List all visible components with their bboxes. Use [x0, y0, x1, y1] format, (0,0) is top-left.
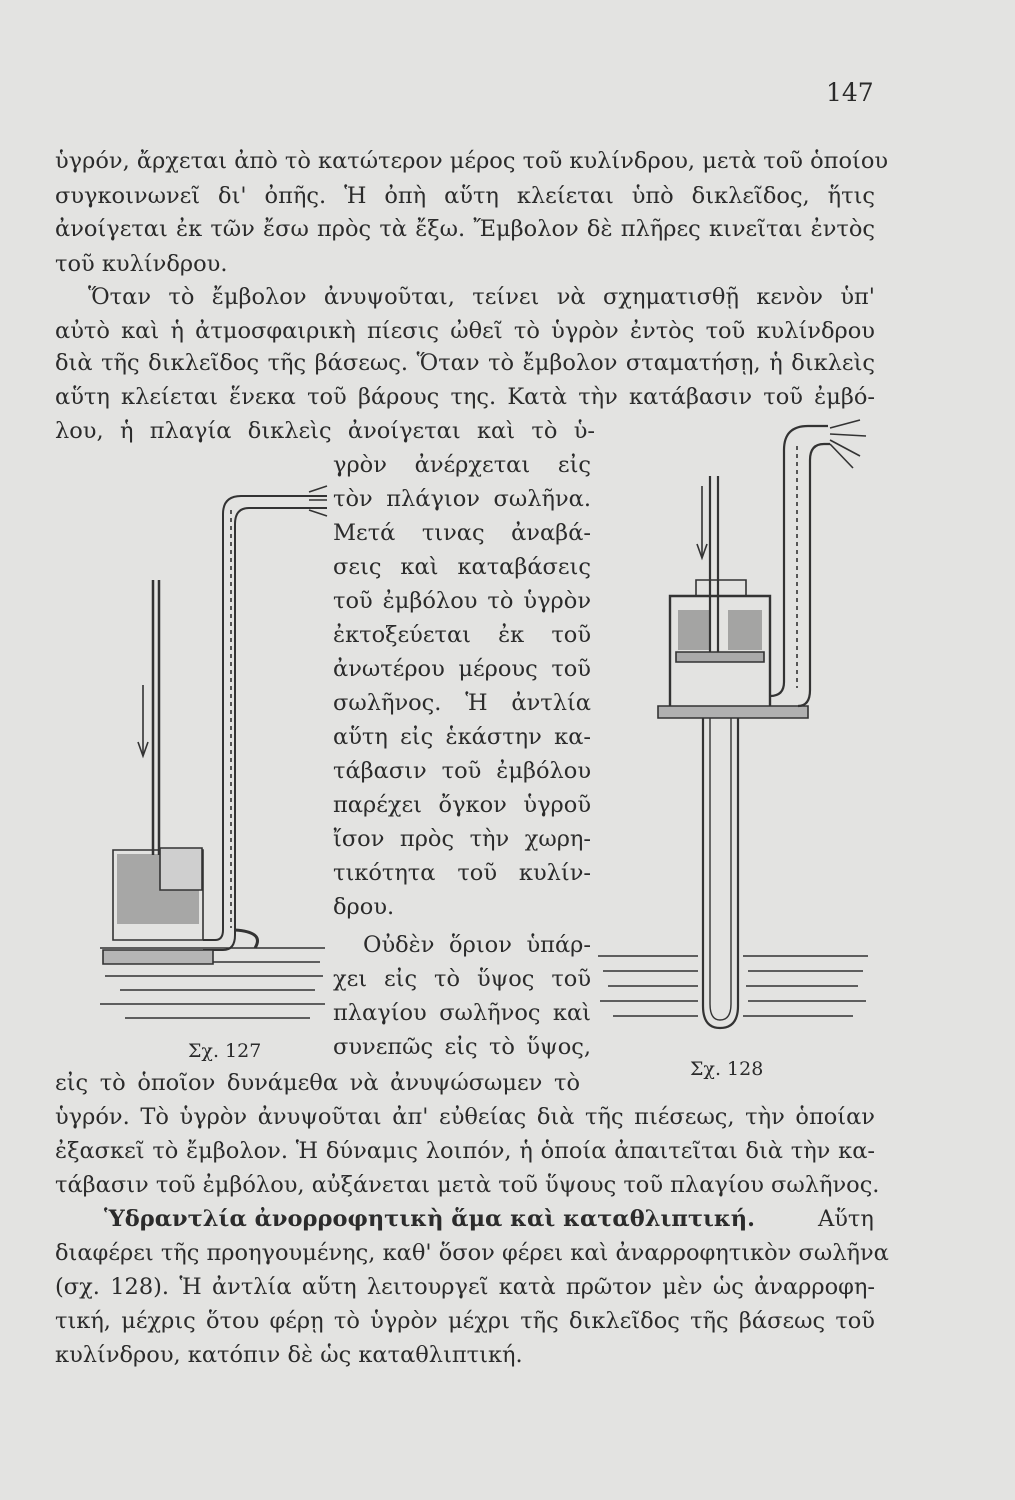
column-line-5: τοῦ ἐμβόλου τὸ ὑγρὸν [333, 588, 591, 614]
column-line-4: σεις καὶ καταβάσεις [333, 554, 591, 580]
figure-128-pump-illustration [598, 416, 883, 1046]
column-line-9: αὕτη εἰς ἑκάστην κα- [333, 724, 591, 750]
column-line-12: ἴσον πρὸς τὴν χωρη- [333, 826, 591, 852]
bottom-line-2: ἐξασκεῖ τὸ ἔμβολον. Ἡ δύναμις λοιπόν, ἡ ὁποία ἀπαιτεῖται διὰ τὴν κα- [55, 1138, 875, 1164]
section-line-4: τική, μέχρις ὅτου φέρῃ τὸ ὑγρὸν μέχρι τῆς δικλεῖδος τῆς βάσεως τοῦ [55, 1308, 875, 1334]
page-number: 147 [826, 78, 874, 107]
column-line-13: τικότητα τοῦ κυλίν- [333, 860, 591, 886]
figure-127-caption: Σχ. 127 [188, 1040, 262, 1062]
text-line-3: ἀνοίγεται ἐκ τῶν ἔσω πρὸς τὰ ἔξω. Ἔμβολον δὲ πλῆρες κινεῖται ἐντὸς [55, 216, 875, 242]
bottom-line-1: ὑγρόν. Τὸ ὑγρὸν ἀνυψοῦται ἀπ' εὐθείας διὰ τῆς πιέσεως, τὴν ὁποίαν [55, 1104, 875, 1130]
column-line-14: δρου. [333, 894, 395, 920]
text-line-9: λου, ἡ πλαγία δικλεὶς ἀνοίγεται καὶ τὸ ὑ- [55, 418, 595, 444]
column-line-2: τὸν πλάγιον σωλῆνα. [333, 486, 591, 512]
column-line-17: πλαγίου σωλῆνος καὶ [333, 1000, 591, 1026]
section-line-2: διαφέρει τῆς προηγουμένης, καθ' ὅσον φέρει καὶ ἀναρροφητικὸν σωλῆνα [55, 1240, 889, 1266]
section-line-5: κυλίνδρου, κατόπιν δὲ ὡς καταθλιπτική. [55, 1342, 523, 1368]
column-line-7: ἀνωτέρου μέρους τοῦ [333, 656, 591, 682]
bottom-line-3: τάβασιν τοῦ ἐμβόλου, αὐξάνεται μετὰ τοῦ ὕψους τοῦ πλαγίου σωλῆνος. [55, 1172, 880, 1198]
section-heading: Ὑδραντλία ἀνορροφητικὴ ἅμα καὶ καταθλιπτική. [104, 1206, 755, 1232]
text-line-6: αὐτὸ καὶ ἡ ἀτμοσφαιρικὴ πίεσις ὠθεῖ τὸ ὑγρὸν ἐντὸς τοῦ κυλίνδρου [55, 318, 875, 344]
column-line-15: Οὐδὲν ὅριον ὑπάρ- [363, 932, 591, 958]
section-line-1: Αὕτη [818, 1206, 874, 1232]
column-line-19: εἰς τὸ ὁποῖον δυνάμεθα νὰ ἀνυψώσωμεν τὸ [55, 1070, 580, 1096]
column-line-16: χει εἰς τὸ ὕψος τοῦ [333, 966, 591, 992]
text-line-7: διὰ τῆς δικλεῖδος τῆς βάσεως. Ὅταν τὸ ἔμβολον σταματήσῃ, ἡ δικλεὶς [55, 350, 875, 376]
column-line-8: σωλῆνος. Ἡ ἀντλία [333, 690, 591, 716]
section-line-3: (σχ. 128). Ἡ ἀντλία αὕτη λειτουργεῖ κατὰ πρῶτον μὲν ὡς ἀναρροφη- [55, 1274, 875, 1300]
text-line-5: Ὅταν τὸ ἔμβολον ἀνυψοῦται, τείνει νὰ σχηματισθῇ κενὸν ὑπ' [88, 284, 875, 310]
figure-127-pump-illustration [95, 470, 330, 1040]
column-line-10: τάβασιν τοῦ ἐμβόλου [333, 758, 591, 784]
text-line-4: τοῦ κυλίνδρου. [55, 251, 228, 277]
text-line-1: ὑγρόν, ἄρχεται ἀπὸ τὸ κατώτερον μέρος τοῦ κυλίνδρου, μετὰ τοῦ ὁποίου [55, 148, 889, 174]
column-line-11: παρέχει ὄγκον ὑγροῦ [333, 792, 591, 818]
column-line-1: γρὸν ἀνέρχεται εἰς [333, 452, 591, 478]
text-line-8: αὕτη κλείεται ἕνεκα τοῦ βάρους της. Κατὰ τὴν κατάβασιν τοῦ ἐμβό- [55, 384, 875, 410]
figure-128-caption: Σχ. 128 [690, 1058, 764, 1080]
column-line-18: συνεπῶς εἰς τὸ ὕψος, [333, 1034, 591, 1060]
column-line-6: ἐκτοξεύεται ἐκ τοῦ [333, 622, 591, 648]
column-line-3: Μετά τινας ἀναβά- [333, 520, 591, 546]
text-line-2: συγκοινωνεῖ δι' ὀπῆς. Ἡ ὀπὴ αὕτη κλείεται ὑπὸ δικλεῖδος, ἥτις [55, 183, 875, 209]
